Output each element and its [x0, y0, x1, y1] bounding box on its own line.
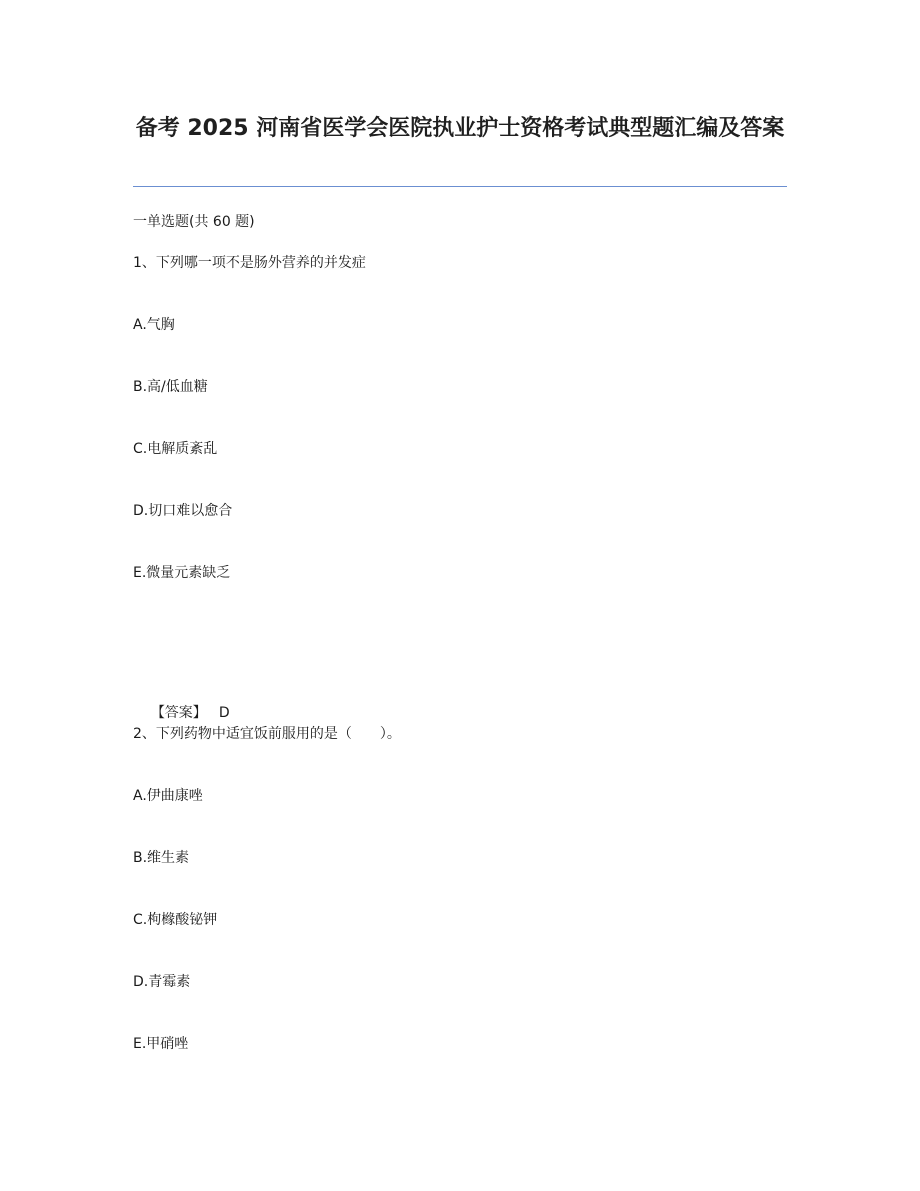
- question-2-option-b: B.维生素: [133, 850, 190, 866]
- question-2-option-d: D.青霉素: [133, 974, 191, 990]
- question-2-option-a: A.伊曲康唑: [133, 788, 203, 804]
- question-1-option-b: B.高/低血糖: [133, 379, 208, 395]
- answer-value: D: [218, 705, 230, 721]
- question-2-option-e: E.甲硝唑: [133, 1036, 189, 1052]
- question-1-option-a: A.气胸: [133, 317, 175, 333]
- answer-label: 【答案】: [150, 705, 207, 721]
- document-title: 备考 2025 河南省医学会医院执业护士资格考试典型题汇编及答案: [135, 116, 785, 141]
- section-heading: 一单选题(共 60 题): [133, 214, 255, 230]
- question-2-option-c: C.枸橼酸铋钾: [133, 912, 218, 928]
- title-divider: [133, 186, 787, 187]
- question-1-option-d: D.切口难以愈合: [133, 503, 233, 519]
- question-1-option-e: E.微量元素缺乏: [133, 565, 231, 581]
- question-2-stem: 2、下列药物中适宜饭前服用的是（ ）。: [133, 726, 401, 742]
- question-1-option-c: C.电解质紊乱: [133, 441, 218, 457]
- question-1-stem: 1、下列哪一项不是肠外营养的并发症: [133, 255, 366, 271]
